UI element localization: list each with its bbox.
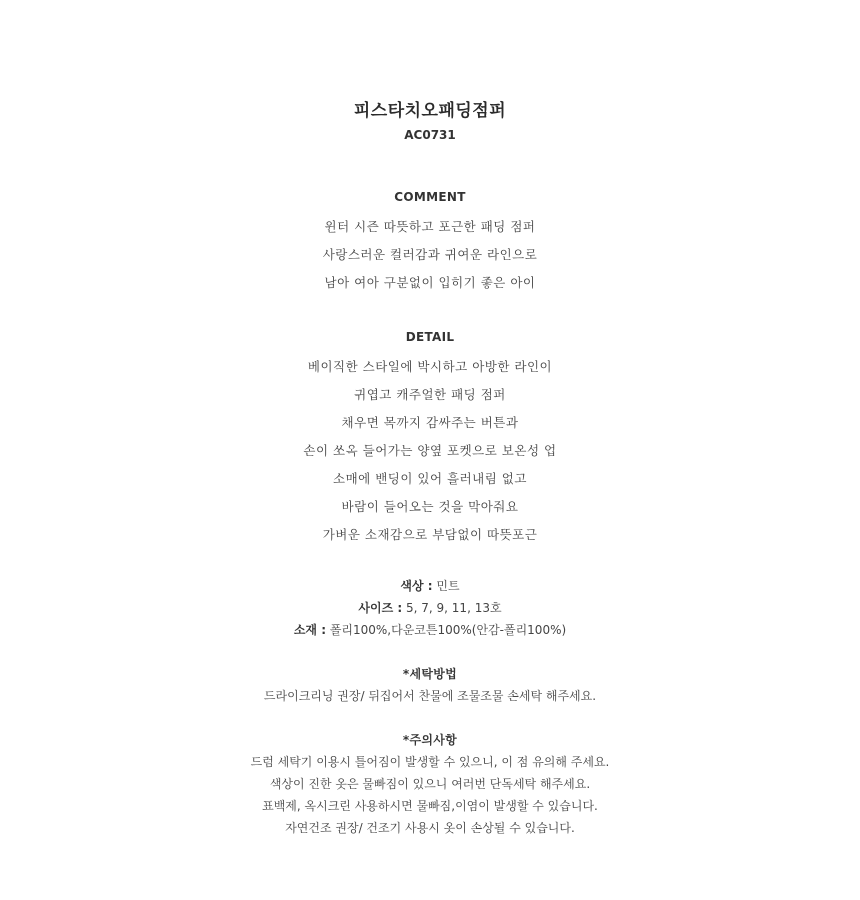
detail-line: 채우면 목까지 감싸주는 버튼과 <box>341 415 519 430</box>
detail-line: 베이직한 스타일에 박시하고 아방한 라인이 <box>307 359 553 374</box>
wash-line: 드라이크리닝 권장/ 뒤집어서 찬물에 조물조물 손세탁 해주세요. <box>263 689 597 703</box>
comment-line: 남아 여아 구분없이 입히기 좋은 아이 <box>324 275 536 290</box>
detail-line: 귀엽고 캐주얼한 패딩 점퍼 <box>354 387 506 402</box>
spec-color-value: 민트 <box>432 579 460 593</box>
comment-heading: COMMENT <box>394 190 466 204</box>
caution-heading: *주의사항 <box>402 733 458 747</box>
spec-material-key: 소재 : <box>293 623 326 637</box>
spec-size-value: 5, 7, 9, 11, 13호 <box>402 601 502 615</box>
spec-color-key: 색상 : <box>400 579 433 593</box>
caution-line: 드럼 세탁기 이용시 틀어짐이 발생할 수 있으니, 이 점 유의해 주세요. <box>250 755 610 769</box>
detail-line: 가벼운 소재감으로 부담없이 따뜻포근 <box>322 527 538 542</box>
comment-line: 윈터 시즌 따뜻하고 포근한 패딩 점퍼 <box>324 219 536 234</box>
product-code: AC0731 <box>404 128 456 142</box>
detail-line: 소매에 밴딩이 있어 흘러내림 없고 <box>333 471 527 486</box>
caution-line: 색상이 진한 옷은 물빠짐이 있으니 여러번 단독세탁 해주세요. <box>269 777 591 791</box>
detail-line: 바람이 들어오는 것을 막아줘요 <box>341 499 519 514</box>
wash-heading: *세탁방법 <box>402 667 458 681</box>
spec-color <box>0 577 860 594</box>
comment-line: 사랑스러운 컬러감과 귀여운 라인으로 <box>322 247 538 262</box>
detail-line: 손이 쏘옥 들어가는 양옆 포켓으로 보온성 업 <box>303 443 557 458</box>
spec-size <box>0 599 860 616</box>
product-title: 피스타치오패딩점퍼 <box>353 101 507 121</box>
spec-size-key: 사이즈 : <box>358 601 403 615</box>
caution-line: 표백제, 옥시크린 사용하시면 물빠짐,이염이 발생할 수 있습니다. <box>262 799 598 813</box>
caution-line: 자연건조 권장/ 건조기 사용시 옷이 손상될 수 있습니다. <box>285 821 575 835</box>
detail-heading: DETAIL <box>405 330 455 344</box>
spec-material-value: 폴리100%,다운코튼100%(안감-폴리100%) <box>326 623 567 637</box>
spec-material <box>0 621 860 638</box>
